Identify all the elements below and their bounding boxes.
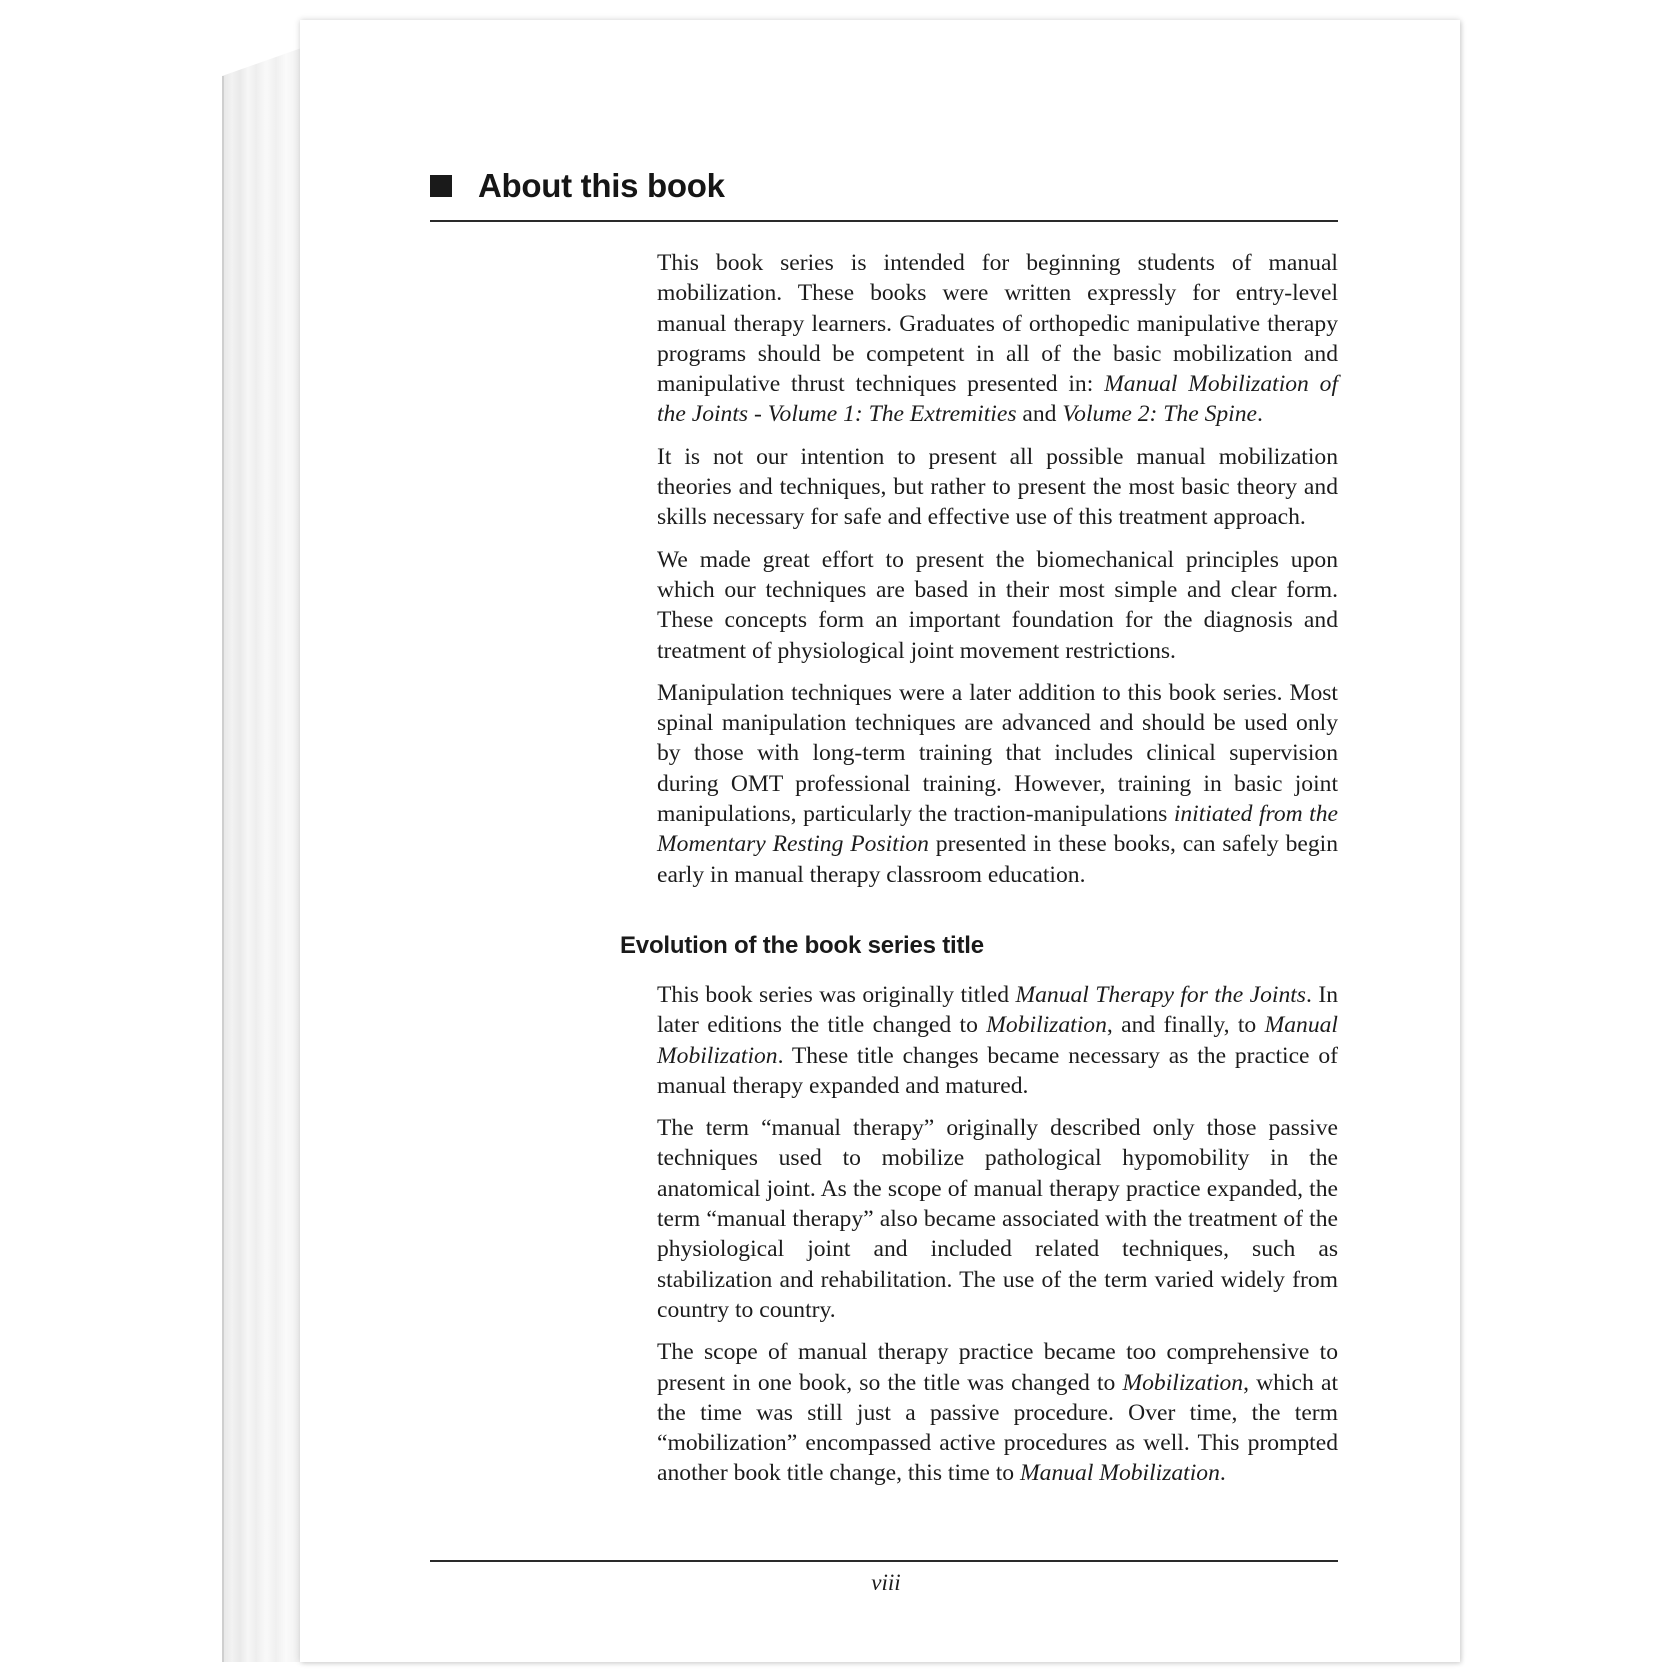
about-section-body [657, 248, 1338, 890]
text-run: The scope of manual therapy practice became too comprehensive to present in one book, so the title was changed to [657, 1339, 1338, 1396]
footer-rule [430, 1560, 1338, 1562]
italic-title-manual-mobilization: Manual Mobilization [657, 1012, 1338, 1069]
heading-title: About this book [478, 167, 725, 204]
page-number: viii [871, 1570, 901, 1595]
text-run: . [1219, 1460, 1226, 1487]
page-content [430, 160, 1338, 1501]
italic-title-manual-mobilization: Manual Mobilization [1020, 1460, 1220, 1487]
text-run: This book series is intended for beginning students of manual mobilization. These books were written expressly for entry-level manual therapy learners. Graduates of orthopedic manipulative therapy programs should be competent in all of the basic mobilization and manipulative thrust techniques presented in: [657, 250, 1338, 398]
evolution-section-body [657, 980, 1338, 1489]
text-run: . In later editions the title changed to [657, 981, 1338, 1039]
paragraph-biomechanical: We made great effort to present the biomechanical principles upon which our techniques are based in their most simple and clear form. These concepts form an important foundation for the diagnosis and treatment of physiological joint movement restrictions. [657, 546, 1338, 664]
book-page [300, 20, 1460, 1662]
text-run: This book series was originally titled [657, 981, 1016, 1008]
italic-title-mobilization: Mobilization [1122, 1369, 1244, 1396]
italic-title-original: Manual Therapy for the Joints [1015, 981, 1306, 1008]
text-run: , and finally, to [1106, 1012, 1265, 1039]
paragraph-manipulation [657, 678, 1338, 890]
paragraph-intention: It is not our intention to present all possible manual mobilization theories and techniques, but rather to present the most basic theory and skills necessary for safe and effective use of this treatment approach. [657, 443, 1338, 531]
paragraph-original-title [657, 980, 1338, 1101]
italic-title-volume2: Volume 2: The Spine [1062, 401, 1258, 428]
italic-title-volume1: Manual Mobilization of the Joints - Volume 1: The Extremities [657, 371, 1338, 428]
heading-square-bullet-icon [430, 175, 452, 197]
paragraph-term-manual-therapy: The term “manual therapy” originally described only those passive techniques used to mobilize pathological hypomobility in the anatomical joint. As the scope of manual therapy practice expanded, the term “manual therapy” also became associated with the treatment of the physiological joint and included related techniques, such as stabilization and rehabilitation. The use of the term varied widely from country to country. [657, 1115, 1338, 1323]
paragraph-intended-for [657, 248, 1338, 430]
text-run: . [1257, 401, 1263, 428]
text-run: and [1016, 401, 1063, 428]
text-run: Manipulation techniques were a later addition to this book series. Most spinal manipulation techniques are advanced and should be used only by those with long-term training that includes clinical supervision during OMT professional training. However, training in basic joint manipulations, particularly the traction-manipulations [657, 679, 1338, 828]
paragraph-scope [657, 1337, 1338, 1488]
text-run: . These title changes became necessary as the practice of manual therapy expanded and matured. [657, 1042, 1338, 1099]
page-stack-shadow-line [222, 76, 224, 1662]
text-run: , which at the time was still just a passive procedure. Over time, the term “mobilization” encompassed active procedures as well. This prompted another book title change, this time to [657, 1369, 1338, 1487]
italic-title-mobilization: Mobilization [986, 1012, 1107, 1039]
italic-phrase-resting-position: initiated from the Momentary Resting Position [657, 801, 1338, 858]
subsection-heading: Evolution of the book series title [620, 931, 984, 959]
section-heading [430, 160, 1338, 222]
text-run: presented in these books, can safely begin early in manual therapy classroom education. [657, 831, 1338, 888]
